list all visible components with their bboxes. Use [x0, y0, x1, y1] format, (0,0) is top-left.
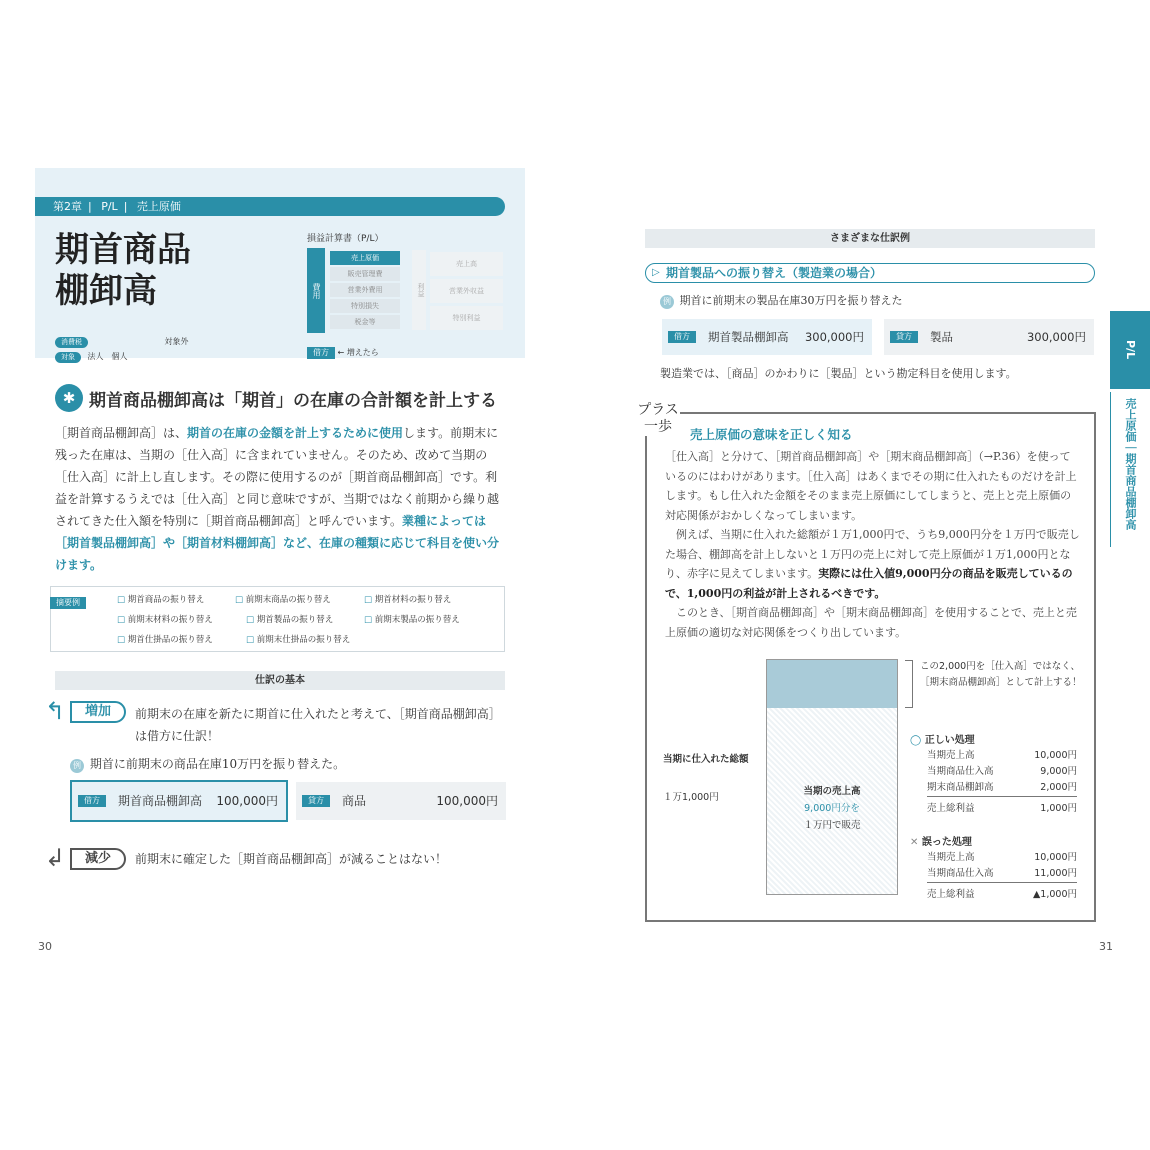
- body-text: ［期首商品棚卸高］は、期首の在庫の金額を計上するために使用します。前期末に残った在庫は、当期の［仕入高］に含まれていません。そのため、改めて当期の［仕入高］に計上し直します。その際に使用するのが［期首商品棚卸高］です。利益を計算するうえでは［仕入高］と同じ意味ですが、当期ではなく前期から繰り越されてきた仕入額を特別に［期首商品棚卸高］と呼んでいます。業種によっては［期首製品棚卸高］や［期首材料棚卸高］など、在庫の種類に応じて科目を使い分けます。: [55, 426, 500, 572]
- pl-item: 売上原価: [330, 251, 400, 265]
- debit-amount: 300,000円: [804, 330, 864, 344]
- debit-account: 期首商品棚卸高: [118, 794, 203, 808]
- credit-amount: 100,000円: [436, 794, 498, 808]
- calc-row: 当期商品仕入高 9,000円: [927, 766, 1077, 777]
- credit-account: 商品: [342, 794, 367, 808]
- decrease-arrow-icon: ↲: [45, 844, 66, 872]
- inventory-segment: [767, 660, 897, 708]
- page-number: 31: [1099, 940, 1113, 953]
- bracket: [905, 660, 913, 708]
- example-mark-icon: 例: [660, 295, 674, 309]
- correct-heading: ◯ 正しい処理: [910, 735, 975, 746]
- calc-row: 当期売上高 10,000円: [927, 852, 1077, 863]
- lightbulb-icon: ✱: [55, 384, 83, 412]
- chapter-category: P/L: [101, 200, 118, 213]
- plus-one-title: 売上原価の意味を正しく知る: [690, 427, 853, 442]
- divider: [927, 796, 1077, 797]
- divider: [927, 882, 1077, 883]
- plus-one-body: ［仕入高］と分けて、［期首商品棚卸高］や［期末商品棚卸高］（→P.36）を使っているのにはわけがあります。［仕入高］はあくまでその期に仕入れたものだけを計上します。もし仕入れた金額をそのまま売上原価にしてしまうと、売上と売上原価の対応関係がおかしくなってしまいます。 例えば、当期に仕入れた総額が１万1,000円で、うち9,000円分を１万円で販売した場合、棚卸高を計上しないと１万円の売上に対して売上原価が１万1,000円となり、赤字に見えてしまいます。実際には仕入値9,000円分の商品を販売しているので、1,000円の利益が計上されるべきです。 このとき、［期首商品棚卸高］や［期末商品棚卸高］を使用することで、売上と売上原価の適切な対応関係をつくり出しています。: [665, 450, 1080, 639]
- target-row: [55, 351, 128, 363]
- tax-value: 対象外: [164, 337, 189, 346]
- target-value: 法人 個人: [87, 352, 128, 361]
- chapter-bar: 第2章 | P/L | 売上原価: [35, 197, 505, 216]
- pl-expense-column: 費用: [307, 248, 325, 333]
- credit-entry: 貸方 製品 300,000円: [884, 319, 1094, 355]
- sales-segment-label: 当期の売上高 9,000円分を １万円で販売: [803, 786, 861, 831]
- pl-revenue-item: 営業外収益: [430, 279, 503, 303]
- debit-tag: 借方: [307, 347, 335, 359]
- section-heading: ✱ 期首商品棚卸高は「期首」の在庫の合計額を計上する: [55, 384, 497, 412]
- calc-row: 期末商品棚卸高 2,000円: [927, 782, 1077, 793]
- chapter-subcategory: 売上原価: [136, 200, 181, 213]
- example-item: □ 前期末製品の振り替え: [364, 613, 460, 625]
- example-line: 例 期首に前期末の商品在庫10万円を振り替えた。: [70, 755, 345, 773]
- manufacturing-note: 製造業では、［商品］のかわりに［製品］という勘定科目を使用します。: [660, 367, 1017, 380]
- credit-entry: 貸方 商品 100,000円: [296, 782, 506, 820]
- example-item: □ 期首材料の振り替え: [364, 593, 451, 605]
- pl-revenue-item: 特別利益: [430, 306, 503, 330]
- debit-account: 期首製品棚卸高: [708, 330, 789, 344]
- journal-basics-bar: 仕訳の基本: [55, 671, 505, 690]
- side-label: 売上原価｜期首商品棚卸高: [1110, 392, 1150, 547]
- calc-total: 売上総利益 1,000円: [927, 803, 1077, 814]
- debit-entry: 借方 期首製品棚卸高 300,000円: [662, 319, 872, 355]
- example-item: □ 期首商品の振り替え: [117, 593, 204, 605]
- pl-diagram-title: 損益計算書（P/L）: [307, 234, 384, 244]
- pl-item: 特別損失: [330, 299, 400, 313]
- calc-row: 当期商品仕入高 11,000円: [927, 868, 1077, 879]
- tax-label: 消費税: [55, 337, 88, 348]
- example-line: 例 期首に前期末の製品在庫30万円を振り替えた: [660, 292, 903, 309]
- total-purchase-amount: １万1,000円: [663, 792, 719, 803]
- example-title-pill: ▷ 期首製品への振り替え（製造業の場合）: [645, 263, 1095, 283]
- decrease-text: 前期末に確定した［期首商品棚卸高］が減ることはない！: [135, 852, 448, 866]
- calc-row: 当期売上高 10,000円: [927, 750, 1077, 761]
- tax-row: [55, 336, 189, 348]
- increase-badge: 増加: [70, 701, 126, 723]
- pl-item: 営業外費用: [330, 283, 400, 297]
- example-item: □ 期首製品の振り替え: [246, 613, 333, 625]
- increase-arrow-icon: ↰: [45, 697, 66, 725]
- various-entries-bar: さまざまな仕訳例: [645, 229, 1095, 248]
- page-number: 30: [38, 940, 52, 953]
- plus-one-label: プラス一歩: [637, 402, 679, 435]
- debit-amount: 100,000円: [216, 794, 278, 808]
- chapter-number: 第2章: [53, 200, 82, 213]
- credit-account: 製品: [930, 330, 953, 344]
- example-item: □ 前期末仕掛品の振り替え: [246, 633, 350, 645]
- example-item: □ 前期末商品の振り替え: [235, 593, 331, 605]
- inventory-note: この2,000円を［仕入高］ではなく、［期末商品棚卸高］として計上する！: [920, 661, 1082, 688]
- pl-item: 販売管理費: [330, 267, 400, 281]
- example-mark-icon: 例: [70, 759, 84, 773]
- decrease-badge: 減少: [70, 848, 126, 870]
- pl-item: 税金等: [330, 315, 400, 329]
- increase-text: 前期末の在庫を新たに期首に仕入れたと考えて、［期首商品棚卸高］は借方に仕訳！: [135, 707, 501, 743]
- cross-icon: ✕: [910, 837, 919, 848]
- circle-icon: ◯: [910, 735, 922, 746]
- page-title: 期首商品 棚卸高: [55, 230, 191, 311]
- examples-label: 摘要例: [50, 590, 86, 609]
- target-label: 対象: [55, 352, 81, 363]
- pl-revenue-item: 売上高: [430, 252, 503, 276]
- debit-note: 借方 ← 増えたら: [307, 347, 379, 359]
- debit-entry: 借方 期首商品棚卸高 100,000円: [70, 780, 288, 822]
- example-item: □ 前期末材料の振り替え: [117, 613, 213, 625]
- pl-profit-column: 利益: [412, 250, 426, 330]
- calc-total: 売上総利益 ▲1,000円: [927, 889, 1077, 900]
- side-tab: P/L: [1110, 311, 1150, 389]
- credit-amount: 300,000円: [1026, 330, 1086, 344]
- wrong-heading: ✕ 誤った処理: [910, 837, 972, 848]
- total-purchase-label: 当期に仕入れた総額: [663, 754, 749, 765]
- example-item: □ 期首仕掛品の振り替え: [117, 633, 213, 645]
